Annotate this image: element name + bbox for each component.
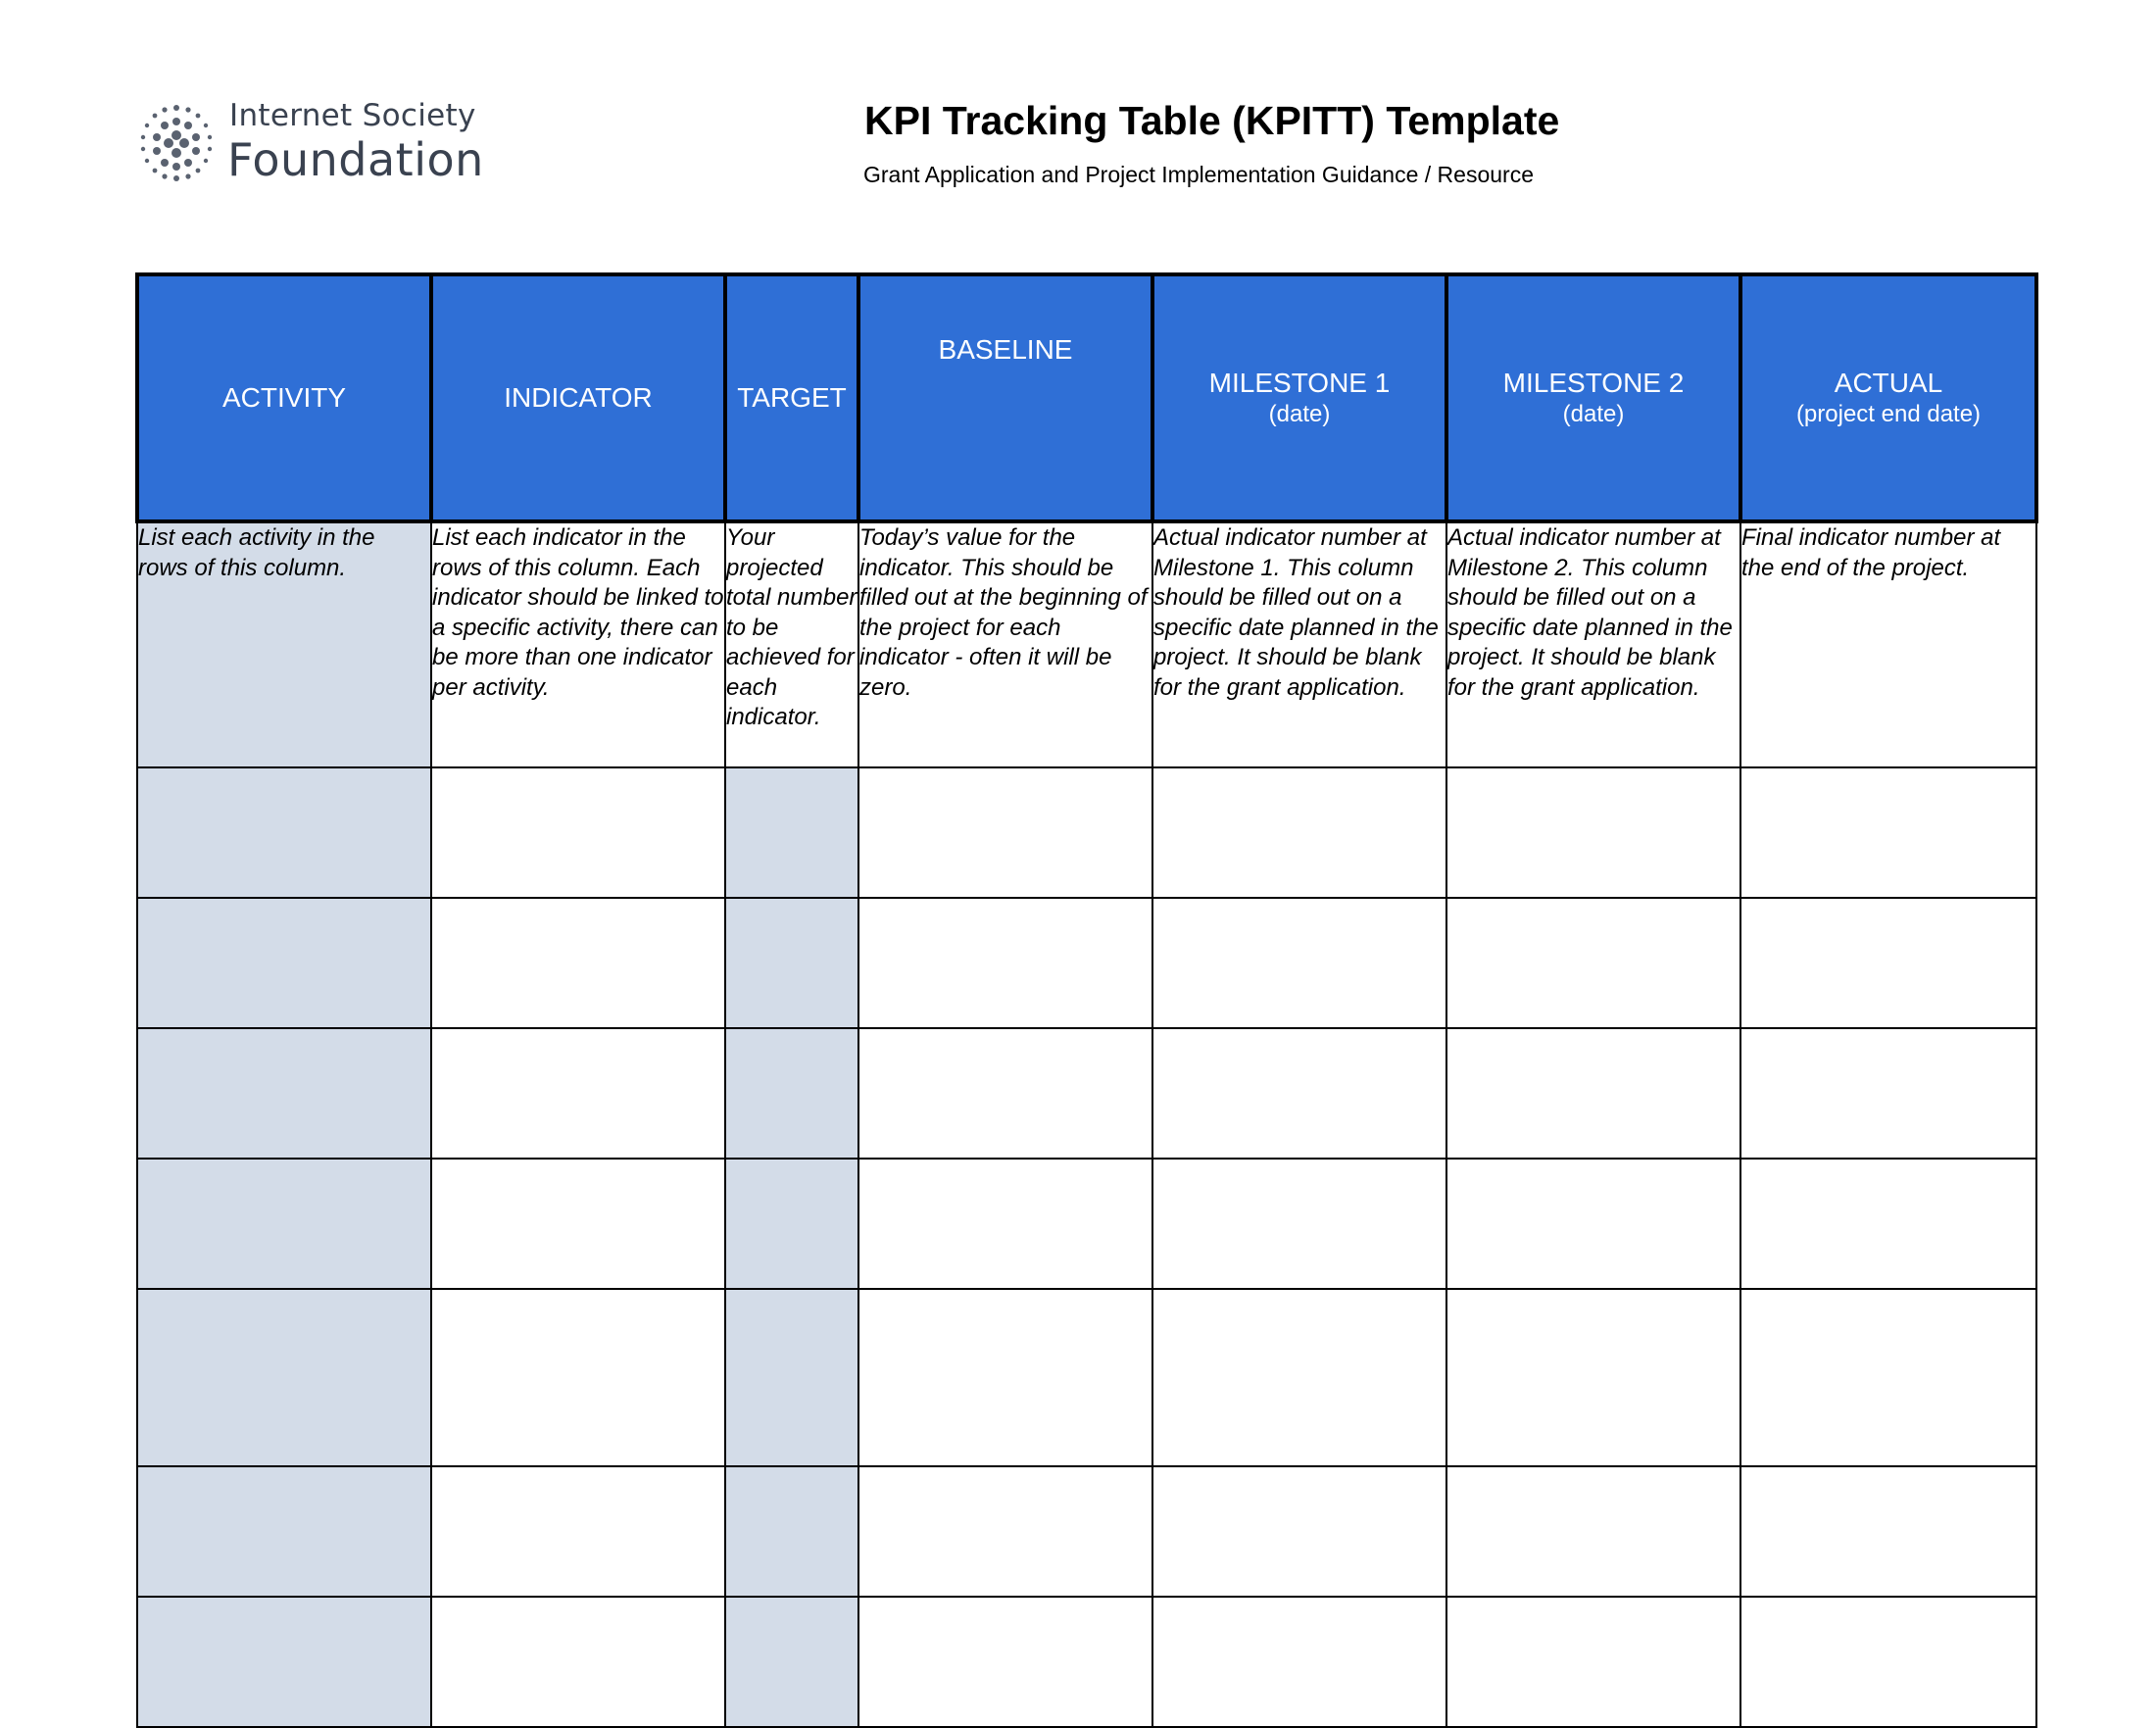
- header-row: [137, 274, 2036, 521]
- milestone-1-cell[interactable]: [1152, 767, 1446, 898]
- milestone-1-cell[interactable]: [1152, 1597, 1446, 1727]
- indicator-cell[interactable]: [431, 1466, 725, 1597]
- actual-cell[interactable]: [1740, 767, 2036, 898]
- table-row: [137, 1159, 2036, 1289]
- milestone-2-cell[interactable]: [1446, 1289, 1740, 1466]
- milestone-2-cell[interactable]: [1446, 1597, 1740, 1727]
- table-row: [137, 1466, 2036, 1597]
- milestone-2-instruction: Actual indicator number at Milestone 2. This column should be filled out on a specific date planned in the project. It should be blank for the grant application.: [1446, 521, 1740, 767]
- baseline-cell[interactable]: [858, 767, 1152, 898]
- column-header-milestone-2: MILESTONE 2 (date): [1446, 274, 1740, 521]
- baseline-cell[interactable]: [858, 1466, 1152, 1597]
- baseline-instruction: Today’s value for the indicator. This should be filled out at the beginning of the project for each indicator - often it will be zero.: [858, 521, 1152, 767]
- column-header-actual: ACTUAL (project end date): [1740, 274, 2036, 521]
- milestone-2-cell[interactable]: [1446, 1466, 1740, 1597]
- target-cell[interactable]: [725, 1466, 858, 1597]
- table-row: [137, 1028, 2036, 1159]
- instruction-row: [137, 521, 2036, 767]
- target-cell[interactable]: [725, 1597, 858, 1727]
- page-title: KPI Tracking Table (KPITT) Template: [864, 98, 1560, 143]
- column-header-activity: ACTIVITY: [137, 274, 431, 521]
- activity-cell[interactable]: [137, 1597, 431, 1727]
- indicator-cell[interactable]: [431, 1159, 725, 1289]
- actual-subtitle: (project end date): [1795, 401, 1982, 427]
- baseline-cell[interactable]: [858, 1289, 1152, 1466]
- target-cell[interactable]: [725, 1159, 858, 1289]
- activity-cell[interactable]: [137, 1466, 431, 1597]
- actual-cell[interactable]: [1740, 1597, 2036, 1727]
- indicator-cell[interactable]: [431, 1028, 725, 1159]
- milestone-1-cell[interactable]: [1152, 898, 1446, 1028]
- baseline-cell[interactable]: [858, 1159, 1152, 1289]
- milestone-2-subtitle: (date): [1562, 401, 1625, 427]
- milestone-1-subtitle: (date): [1268, 401, 1331, 427]
- target-cell[interactable]: [725, 767, 858, 898]
- milestone-1-cell[interactable]: [1152, 1289, 1446, 1466]
- milestone-1-cell[interactable]: [1152, 1466, 1446, 1597]
- column-header-milestone-1: MILESTONE 1 (date): [1152, 274, 1446, 521]
- baseline-cell[interactable]: [858, 1028, 1152, 1159]
- activity-cell[interactable]: [137, 1289, 431, 1466]
- indicator-cell[interactable]: [431, 767, 725, 898]
- baseline-cell[interactable]: [858, 898, 1152, 1028]
- baseline-cell[interactable]: [858, 1597, 1152, 1727]
- kpi-tracking-table: [135, 272, 2038, 1728]
- activity-cell[interactable]: [137, 767, 431, 898]
- activity-instruction: List each activity in the rows of this column.: [137, 521, 431, 767]
- actual-cell[interactable]: [1740, 1289, 2036, 1466]
- page-subtitle: Grant Application and Project Implementation Guidance / Resource: [863, 162, 1534, 187]
- indicator-cell[interactable]: [431, 898, 725, 1028]
- actual-instruction: Final indicator number at the end of the project.: [1740, 521, 2036, 767]
- column-header-target: TARGET: [725, 274, 858, 521]
- milestone-2-cell[interactable]: [1446, 767, 1740, 898]
- logo-line-2: Foundation: [227, 133, 484, 186]
- milestone-1-cell[interactable]: [1152, 1159, 1446, 1289]
- milestone-2-cell[interactable]: [1446, 1028, 1740, 1159]
- indicator-cell[interactable]: [431, 1289, 725, 1466]
- target-cell[interactable]: [725, 1289, 858, 1466]
- actual-cell[interactable]: [1740, 1028, 2036, 1159]
- milestone-1-cell[interactable]: [1152, 1028, 1446, 1159]
- column-header-indicator: INDICATOR: [431, 274, 725, 521]
- target-cell[interactable]: [725, 1028, 858, 1159]
- target-instruction: Your projected total number to be achieved for each indicator.: [725, 521, 858, 767]
- activity-cell[interactable]: [137, 1159, 431, 1289]
- activity-cell[interactable]: [137, 1028, 431, 1159]
- indicator-cell[interactable]: [431, 1597, 725, 1727]
- dots-logo-icon: [135, 100, 218, 182]
- table-row: [137, 767, 2036, 898]
- milestone-2-cell[interactable]: [1446, 898, 1740, 1028]
- table-row: [137, 898, 2036, 1028]
- table-row: [137, 1597, 2036, 1727]
- target-cell[interactable]: [725, 898, 858, 1028]
- logo-line-1: Internet Society: [229, 98, 476, 133]
- actual-cell[interactable]: [1740, 1159, 2036, 1289]
- activity-cell[interactable]: [137, 898, 431, 1028]
- table-row: [137, 1289, 2036, 1466]
- column-header-baseline: BASELINE: [858, 274, 1152, 521]
- milestone-2-cell[interactable]: [1446, 1159, 1740, 1289]
- actual-cell[interactable]: [1740, 1466, 2036, 1597]
- actual-cell[interactable]: [1740, 898, 2036, 1028]
- milestone-1-instruction: Actual indicator number at Milestone 1. This column should be filled out on a specific date planned in the project. It should be blank for the grant application.: [1152, 521, 1446, 767]
- indicator-instruction: List each indicator in the rows of this column. Each indicator should be linked to a specific activity, there can be more than one indicator per activity.: [431, 521, 725, 767]
- foundation-logo: [135, 98, 488, 186]
